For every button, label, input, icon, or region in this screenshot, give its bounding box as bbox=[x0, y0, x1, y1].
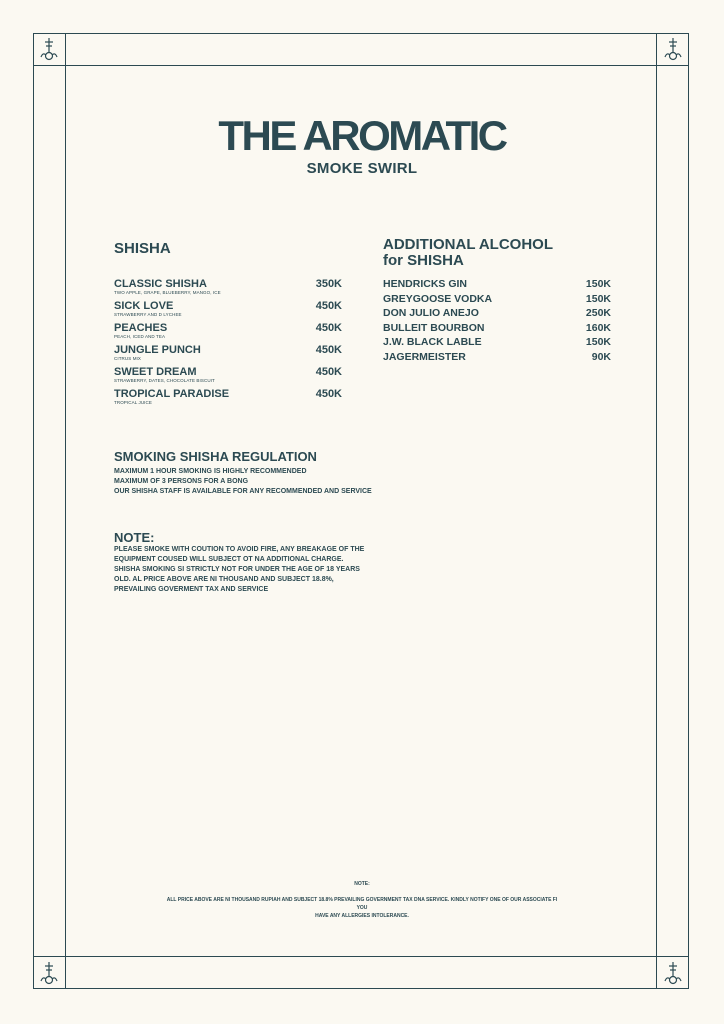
alcohol-item bbox=[383, 307, 611, 319]
item-price: 160K bbox=[585, 322, 611, 334]
note-line: EQUIPMENT COUSED WILL SUBJECT OT NA ADDITIONAL CHARGE. bbox=[114, 556, 344, 563]
alcohol-item bbox=[383, 322, 611, 334]
note-heading: NOTE: bbox=[114, 530, 155, 545]
item-name: HENDRICKS GIN bbox=[383, 278, 468, 290]
alcohol-item bbox=[383, 293, 611, 305]
alcohol-item bbox=[383, 351, 611, 363]
menu-item bbox=[114, 322, 342, 340]
item-price: 450K bbox=[315, 344, 342, 356]
top-inner-border bbox=[33, 65, 689, 66]
item-name: DON JULIO ANEJO bbox=[383, 307, 479, 319]
menu-subtitle: SMOKE SWIRL bbox=[306, 160, 418, 177]
note-line: PLEASE SMOKE WITH COUTION TO AVOID FIRE, ANY BREAKAGE OF THE bbox=[114, 546, 365, 553]
item-description: TWO APPLE, GRAPE, BLUEBERRY, MANGO, ICE bbox=[114, 290, 221, 295]
item-price: 150K bbox=[585, 336, 611, 348]
regulation-line: OUR SHISHA STAFF IS AVAILABLE FOR ANY RECOMMENDED AND SERVICE bbox=[114, 488, 372, 495]
alcohol-heading-line2: for SHISHA bbox=[383, 252, 464, 269]
item-description: TROPICAL JUICE bbox=[114, 400, 152, 405]
item-name: CLASSIC SHISHA bbox=[114, 278, 207, 290]
footer-note-line: ALL PRICE ABOVE ARE NI THOUSAND RUPIAH AND SUBJECT 18.8% PREVAILING GOVERNMENT TAX DNA SERVICE. KINDLY NOTIFY ONE OF OUR ASSOCIATE FI YOU bbox=[166, 897, 558, 911]
hookah-icon bbox=[33, 33, 65, 65]
alcohol-item bbox=[383, 336, 611, 348]
item-name: BULLEIT BOURBON bbox=[383, 322, 485, 334]
item-description: STRAWBERRY AND D LYCHEE bbox=[114, 312, 182, 317]
note-line: OLD. AL PRICE ABOVE ARE NI THOUSAND AND SUBJECT 18.8%, bbox=[114, 576, 334, 583]
hookah-icon bbox=[657, 33, 689, 65]
item-price: 450K bbox=[315, 366, 342, 378]
alcohol-item bbox=[383, 278, 611, 290]
item-price: 150K bbox=[585, 293, 611, 305]
item-price: 350K bbox=[315, 278, 342, 290]
footer-note-label: NOTE: bbox=[354, 881, 370, 887]
regulation-heading: SMOKING SHISHA REGULATION bbox=[114, 449, 317, 464]
alcohol-heading bbox=[383, 237, 553, 269]
item-price: 450K bbox=[315, 322, 342, 334]
item-price: 90K bbox=[591, 351, 611, 363]
regulation-line: MAXIMUM OF 3 PERSONS FOR A BONG bbox=[114, 478, 249, 485]
item-name: PEACHES bbox=[114, 322, 168, 334]
shisha-heading: SHISHA bbox=[114, 240, 171, 257]
item-name: SICK LOVE bbox=[114, 300, 174, 312]
item-name: JAGERMEISTER bbox=[383, 351, 466, 363]
item-price: 450K bbox=[315, 300, 342, 312]
hookah-icon bbox=[657, 957, 689, 989]
item-description: STRAWBERRY, DATES, CHOCOLATE BISCUIT bbox=[114, 378, 215, 383]
menu-item bbox=[114, 344, 342, 362]
item-name: JUNGLE PUNCH bbox=[114, 344, 201, 356]
footer-note bbox=[162, 896, 562, 920]
menu-item bbox=[114, 300, 342, 318]
menu-item bbox=[114, 278, 342, 296]
item-name: TROPICAL PARADISE bbox=[114, 388, 230, 400]
item-price: 250K bbox=[585, 307, 611, 319]
item-price: 450K bbox=[315, 388, 342, 400]
menu-item bbox=[114, 388, 342, 406]
item-price: 150K bbox=[585, 278, 611, 290]
regulation-line: MAXIMUM 1 HOUR SMOKING IS HIGHLY RECOMMENDED bbox=[114, 468, 307, 475]
menu-item bbox=[114, 366, 342, 384]
alcohol-heading-line1: ADDITIONAL ALCOHOL bbox=[383, 236, 553, 253]
item-name: J.W. BLACK LABLE bbox=[383, 336, 482, 348]
footer-note-line: HAVE ANY ALLERGIES INTOLERANCE. bbox=[315, 913, 409, 919]
item-description: CITRUS MIX bbox=[114, 356, 142, 361]
bottom-inner-border bbox=[33, 956, 689, 957]
hookah-icon bbox=[33, 957, 65, 989]
item-description: PEACH, ICED AND TEA bbox=[114, 334, 166, 339]
note-line: PREVAILING GOVERMENT TAX AND SERVICE bbox=[114, 586, 269, 593]
note-line: SHISHA SMOKING SI STRICTLY NOT FOR UNDER THE AGE OF 18 YEARS bbox=[114, 566, 360, 573]
item-name: SWEET DREAM bbox=[114, 366, 197, 378]
menu-title: THE AROMATIC bbox=[218, 112, 506, 159]
item-name: GREYGOOSE VODKA bbox=[383, 293, 493, 305]
